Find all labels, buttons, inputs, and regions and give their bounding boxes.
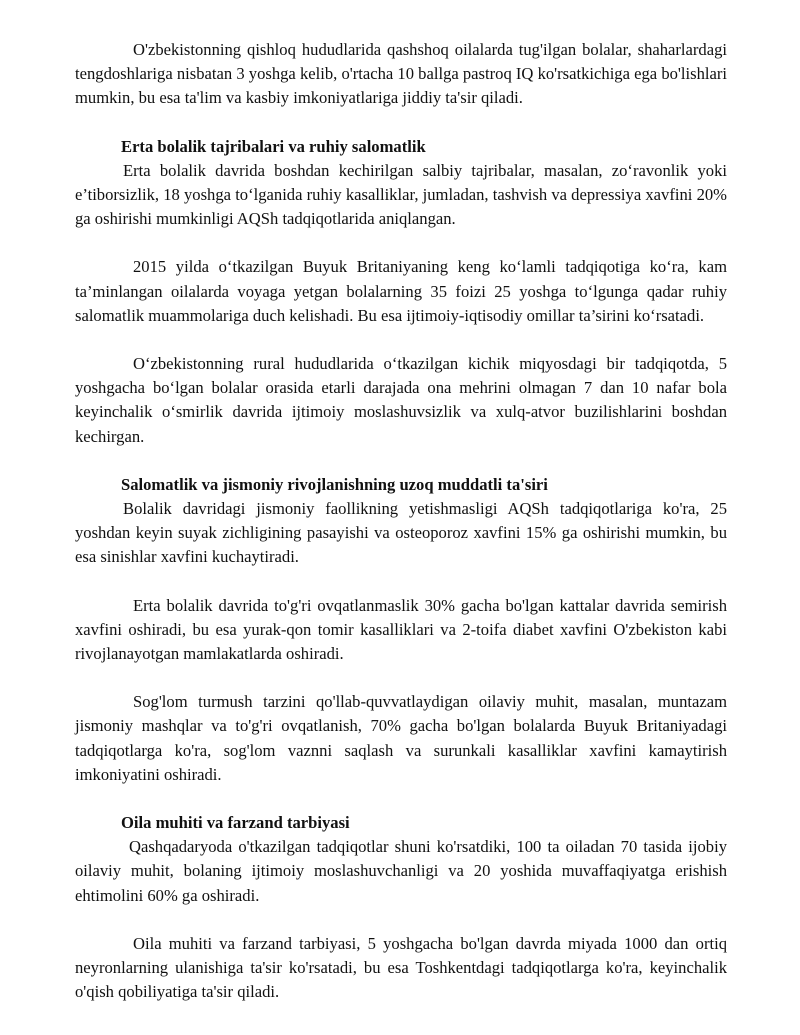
document-page: [75, 38, 727, 1005]
section-heading: Oila muhiti va farzand tarbiyasi: [121, 813, 350, 833]
section-early-experiences: [75, 135, 727, 449]
section-health-development: [75, 473, 727, 787]
intro-paragraph: O'zbekistonning qishloq hududlarida qashshoq oilalarda tug'ilgan bolalar, shaharlardagi tengdoshlariga nisbatan 3 yoshga kelib, o'rtacha 10 ballga pastroq IQ ko'rsatkichiga ega bo'lishlari mumkin, bu esa ta'lim va kasbiy imkoniyatlariga jiddiy ta'sir qiladi.: [75, 40, 727, 108]
paragraph: Bolalik davridagi jismoniy faollikning yetishmasligi AQSh tadqiqotlariga ko'ra, 25 yoshdan keyin suyak zichligining pasayishi va osteoporoz xavfini 15% ga oshirishi mumkin, bu esa sinishlar xavfini kuchaytiradi.: [75, 499, 727, 567]
paragraph: Qashqadaryoda o'tkazilgan tadqiqotlar shuni ko'rsatdiki, 100 ta oiladan 70 tasida ijobiy oilaviy muhit, bolaning ijtimoiy moslashuvchanligi va 20 yoshida muvaffaqiyatga erishish ehtimolini 60% ga oshiradi.: [75, 837, 727, 905]
paragraph: O‘zbekistonning rural hududlarida o‘tkazilgan kichik miqyosdagi bir tadqiqotda, 5 yoshgacha bo‘lgan bolalar orasida etarli darajada ona mehrini olmagan 7 dan 10 nafar bola keyinchalik o‘smirlik davrida ijtimoiy moslashuvsizlik va xulq-atvor buzilishlarini boshdan kechirgan.: [75, 354, 727, 446]
section-family-environment: [75, 811, 727, 1004]
paragraph: Erta bolalik davrida boshdan kechirilgan salbiy tajribalar, masalan, zo‘ravonlik yoki e’tiborsizlik, 18 yoshga to‘lganida ruhiy kasalliklar, jumladan, tashvish va depressiya xavfini 20% ga oshirishi mumkinligi AQSh tadqiqotlarida aniqlangan.: [75, 160, 727, 229]
paragraph: Oila muhiti va farzand tarbiyasi, 5 yoshgacha bo'lgan davrda miyada 1000 dan ortiq neyronlarning ulanishiga ta'sir ko'rsatadi, bu esa Toshkentdagi tadqiqotlarga ko'ra, keyinchalik o'qish qobiliyatiga ta'sir qiladi.: [75, 933, 727, 1002]
paragraph: Sog'lom turmush tarzini qo'llab-quvvatlaydigan oilaviy muhit, masalan, muntazam jismoniy mashqlar va to'g'ri ovqatlanish, 70% gacha bo'lgan bolalarda Buyuk Britaniyadagi tadqiqotlarga ko'ra, sog'lom vaznni saqlash va surunkali kasalliklar xavfini kamaytirish imkoniyatini oshiradi.: [75, 692, 727, 784]
paragraph: 2015 yilda o‘tkazilgan Buyuk Britaniyaning keng ko‘lamli tadqiqotiga ko‘ra, kam ta’minlangan oilalarda voyaga yetgan bolalarning 35 foizi 25 yoshga to‘lgunga qadar ruhiy salomatlik muammolariga duch kelishadi. Bu esa ijtimoiy-iqtisodiy omillar ta’sirini ko‘rsatadi.: [75, 257, 727, 325]
paragraph: Erta bolalik davrida to'g'ri ovqatlanmaslik 30% gacha bo'lgan kattalar davrida semirish xavfini oshiradi, bu esa yurak-qon tomir kasalliklari va 2-toifa diabet xavfini O'zbekiston kabi rivojlanayotgan mamlakatlarda oshiradi.: [75, 595, 727, 664]
section-heading: Erta bolalik tajribalari va ruhiy salomatlik: [121, 136, 426, 156]
section-heading: Salomatlik va jismoniy rivojlanishning uzoq muddatli ta'siri: [121, 474, 548, 494]
